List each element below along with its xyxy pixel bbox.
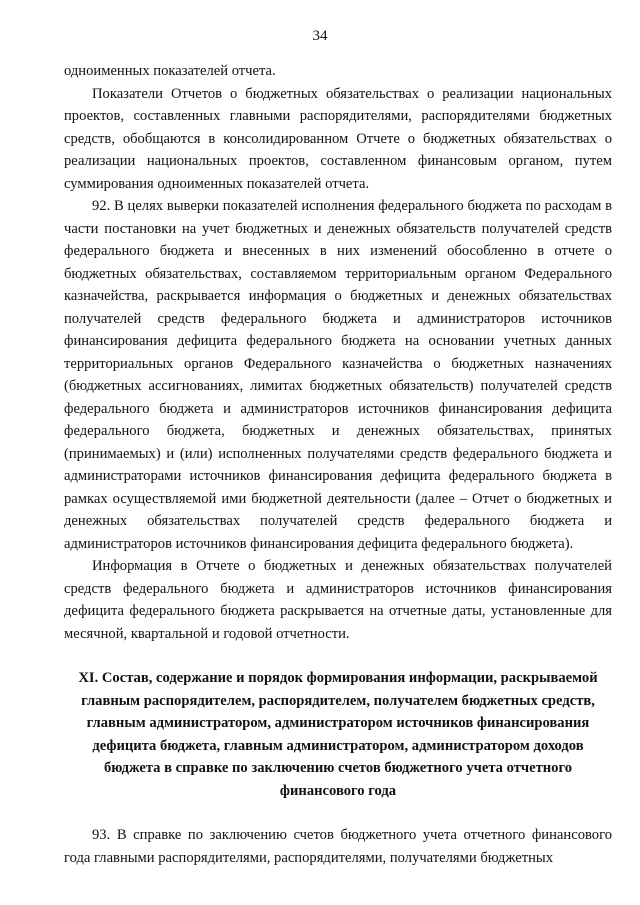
- paragraph-93: 93. В справке по заключению счетов бюджетного учета отчетного финансового года главными распорядителями, распорядителями, получателями бюджетных: [64, 827, 612, 866]
- heading-line: бюджета в справке по заключению счетов бюджетного учета отчетного: [103, 760, 573, 776]
- paragraph-continuation: одноименных показателей отчета.: [64, 63, 276, 79]
- paragraph-92: 92. В целях выверки показателей исполнения федерального бюджета по расходам в части постановки на учет бюджетных и денежных обязательств получателей средств федерального бюджета и внесенных в них изменений обособленно в отчете о бюджетных обязательствах, составляемом территориальным органом Федерального казначейства, раскрывается информация о бюджетных и денежных обязательствах получателей средств федерального бюджета и администраторов источников финансирования дефицита федерального бюджета на основании учетных данных территориальных органов Федерального казначейства о бюджетных назначениях (бюджетных ассигнованиях, лимитах бюджетных обязательств) получателей средств федерального бюджета и администраторов источников финансирования дефицита федерального бюджета, бюджетных и денежных обязательствах, принятых (принимаемых) и (или) исполненных получателями средств федерального бюджета и администраторами источников финансирования дефицита федерального бюджета в рамках осуществляемой ими бюджетной деятельности (далее – Отчет о бюджетных и денежных обязательствах получателей средств федерального бюджета и администраторов источников финансирования дефицита федерального бюджета).: [64, 198, 612, 552]
- heading-line: дефицита бюджета, главным администратором, администратором доходов: [92, 737, 584, 754]
- paragraph-reporting-dates: Информация в Отчете о бюджетных и денежных обязательствах получателей средств федерального бюджета и администраторов источников финансирования дефицита федерального бюджета раскрывается на отчетные даты, установленные для месячной, квартальной и годовой отчетности.: [64, 558, 612, 642]
- page-number: 34: [312, 28, 328, 44]
- heading-line: финансового года: [279, 782, 397, 799]
- heading-line: XI. Состав, содержание и порядок формирования информации, раскрываемой: [78, 670, 598, 686]
- paragraph-national-projects: Показатели Отчетов о бюджетных обязательствах о реализации национальных проектов, составленных главными распорядителями, распорядителями бюджетных средств, обобщаются в консолидированном Отчете о бюджетных обязательствах о реализации национальных проектов, составленном финансовым органом, путем суммирования одноименных показателей отчета.: [64, 85, 612, 192]
- heading-line: главным распорядителем, распорядителем, получателем бюджетных средств,: [81, 692, 595, 709]
- document-body: [64, 60, 612, 869]
- heading-line: главным администратором, администратором источников финансирования: [86, 715, 590, 731]
- section-xi-heading: [64, 667, 612, 802]
